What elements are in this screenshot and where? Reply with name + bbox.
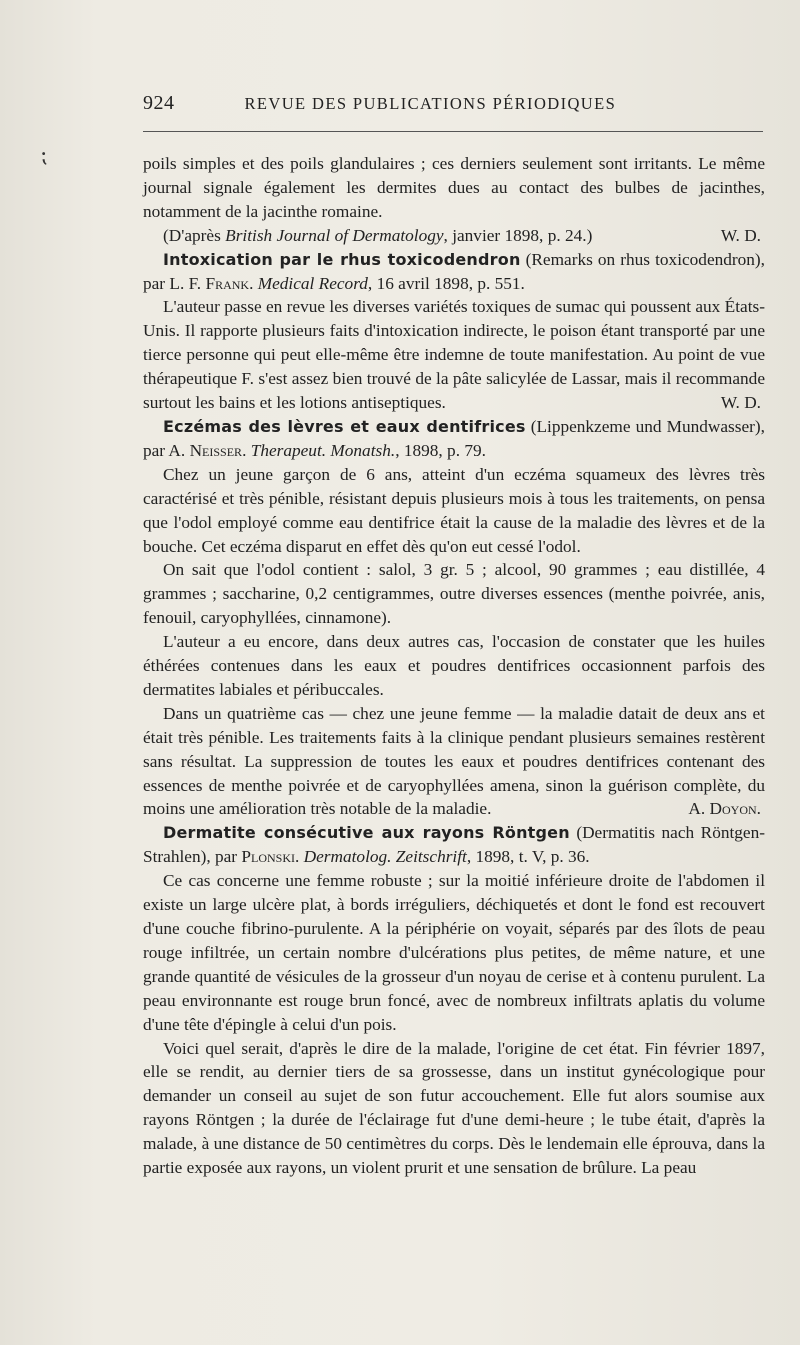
journal-title: Dermatolog. Zeitschrift xyxy=(303,847,467,867)
margin-mark-icon: ⁏ xyxy=(40,142,48,167)
article-heading: Dermatite consécutive aux rayons Röntgen (Dermatitis nach Röntgen-Strahlen), par Plonski. Dermatolog. Zeitschrift, 1898, t. V, p. 36. xyxy=(143,823,765,867)
signature: A. Doyon. xyxy=(688,799,761,819)
page-number: 924 xyxy=(143,92,175,114)
article-heading: Eczémas des lèvres et eaux dentifrices (Lippenkzeme und Mundwasser), par A. Neisser. Therapeut. Monatsh., 1898, p. 79. xyxy=(143,416,766,460)
header-rule xyxy=(143,131,763,132)
author: Neisser xyxy=(189,440,243,460)
paragraph: L'auteur a eu encore, dans deux autres cas, l'occasion de constater que les huiles éthérées contenues dans les eaux et poudres dentifrices occasionnent parfois des dermatites labiales et péribuccales. xyxy=(143,632,765,699)
paragraph: Chez un jeune garçon de 6 ans, atteint d'un eczéma squameux des lèvres très caractérisé et très pénible, résistant depuis plusieurs mois à tous les traitements, on pensa que l'odol employé comme eau dentifrice était la cause de la maladie des lèvres et de la bouche. Cet eczéma disparut en effet dès qu'on eut cessé l'odol. xyxy=(143,464,765,556)
paragraph: L'auteur passe en revue les diverses variétés toxiques de sumac qui poussent aux États-Unis. Il rapporte plusieurs faits d'intoxication indirecte, le poison étant transporté par une tierce personne qui peut elle-même être indemne de toute manifestation. Au point de vue thérapeutique F. s'est assez bien trouvé de la pâte salicylée de Lassar, mais il recommande surtout les bains et les lotions antiseptiques. W. D. xyxy=(143,295,765,415)
paragraph: poils simples et des poils glandulaires ; ces derniers seulement sont irritants. Le même journal signale également les dermites dues au contact des bulbes de jacinthes, notamment de la jacinthe romaine. xyxy=(143,154,765,221)
article-title: Intoxication par le rhus toxicodendron xyxy=(163,249,521,269)
paragraph: Voici quel serait, d'après le dire de la malade, l'origine de cet état. Fin février 1897, elle se rendit, au dernier tiers de sa grossesse, dans un institut gynécologique pour demander un conseil au sujet de son futur accouchement. Elle fut alors soumise aux rayons Röntgen ; la durée de l'éclairage fut d'une demi-heure ; le tube était, d'après la malade, à une distance de 50 centimètres du corps. Dès le lendemain elle éprouva, dans la partie exposée aux rayons, un violent prurit et une sensation de brûlure. La peau xyxy=(143,1038,765,1178)
journal-title: Medical Record xyxy=(257,273,368,293)
author: Plonski xyxy=(241,847,295,867)
journal-title: Therapeut. Monatsh. xyxy=(250,440,396,460)
author: Frank xyxy=(205,273,250,293)
article-title: Eczémas des lèvres et eaux dentifrices xyxy=(163,416,526,436)
paragraph: Dans un quatrième cas — chez une jeune femme — la maladie datait de deux ans et était très pénible. Les traitements faits à la clinique pendant plusieurs semaines restèrent sans résultat. La suppression de toutes les eaux et poudres dentifrices contenant des essences de menthe poivrée et de caryophyllées amena, sinon la guérison complète, du moins une amélioration très notable de la maladie. A. Doyon. xyxy=(143,702,765,822)
journal-title: British Journal of Dermatology xyxy=(225,225,444,245)
article-title: Dermatite consécutive aux rayons Röntgen xyxy=(163,823,570,843)
page-header xyxy=(143,92,765,115)
article-body xyxy=(143,152,765,1180)
citation: (D'après British Journal of Dermatology, janvier 1898, p. 24.) W. D. xyxy=(143,224,765,248)
article-heading: Intoxication par le rhus toxicodendron (Remarks on rhus toxicodendron), par L. F. Frank. Medical Record, 16 avril 1898, p. 551. xyxy=(143,249,766,293)
paragraph: Ce cas concerne une femme robuste ; sur la moitié inférieure droite de l'abdomen il existe un large ulcère plat, à bords irréguliers, déchiquetés et dont le fond est recouvert d'une couche fibrino-purulente. A la périphérie on voyait, séparés par des îlots de peau rouge infiltrée, un certain nombre d'ulcérations plus petites, de même nature, et une grande quantité de vésicules de la grosseur d'un noyau de cerise et à contenu purulent. La peau environnante est rouge brun foncé, avec de nombreux infiltrats aplatis du volume d'une tête d'épingle à celui d'un pois. xyxy=(143,871,765,1034)
signature: W. D. xyxy=(720,393,761,413)
signature: W. D. xyxy=(720,225,761,245)
running-title: REVUE DES PUBLICATIONS PÉRIODIQUES xyxy=(244,94,617,113)
paragraph: On sait que l'odol contient : salol, 3 gr. 5 ; alcool, 90 grammes ; eau distillée, 4 grammes ; saccharine, 0,2 centigrammes, outre diverses essences (menthe poivrée, anis, fenouil, caryophyllées, cinnamone). xyxy=(143,560,765,628)
